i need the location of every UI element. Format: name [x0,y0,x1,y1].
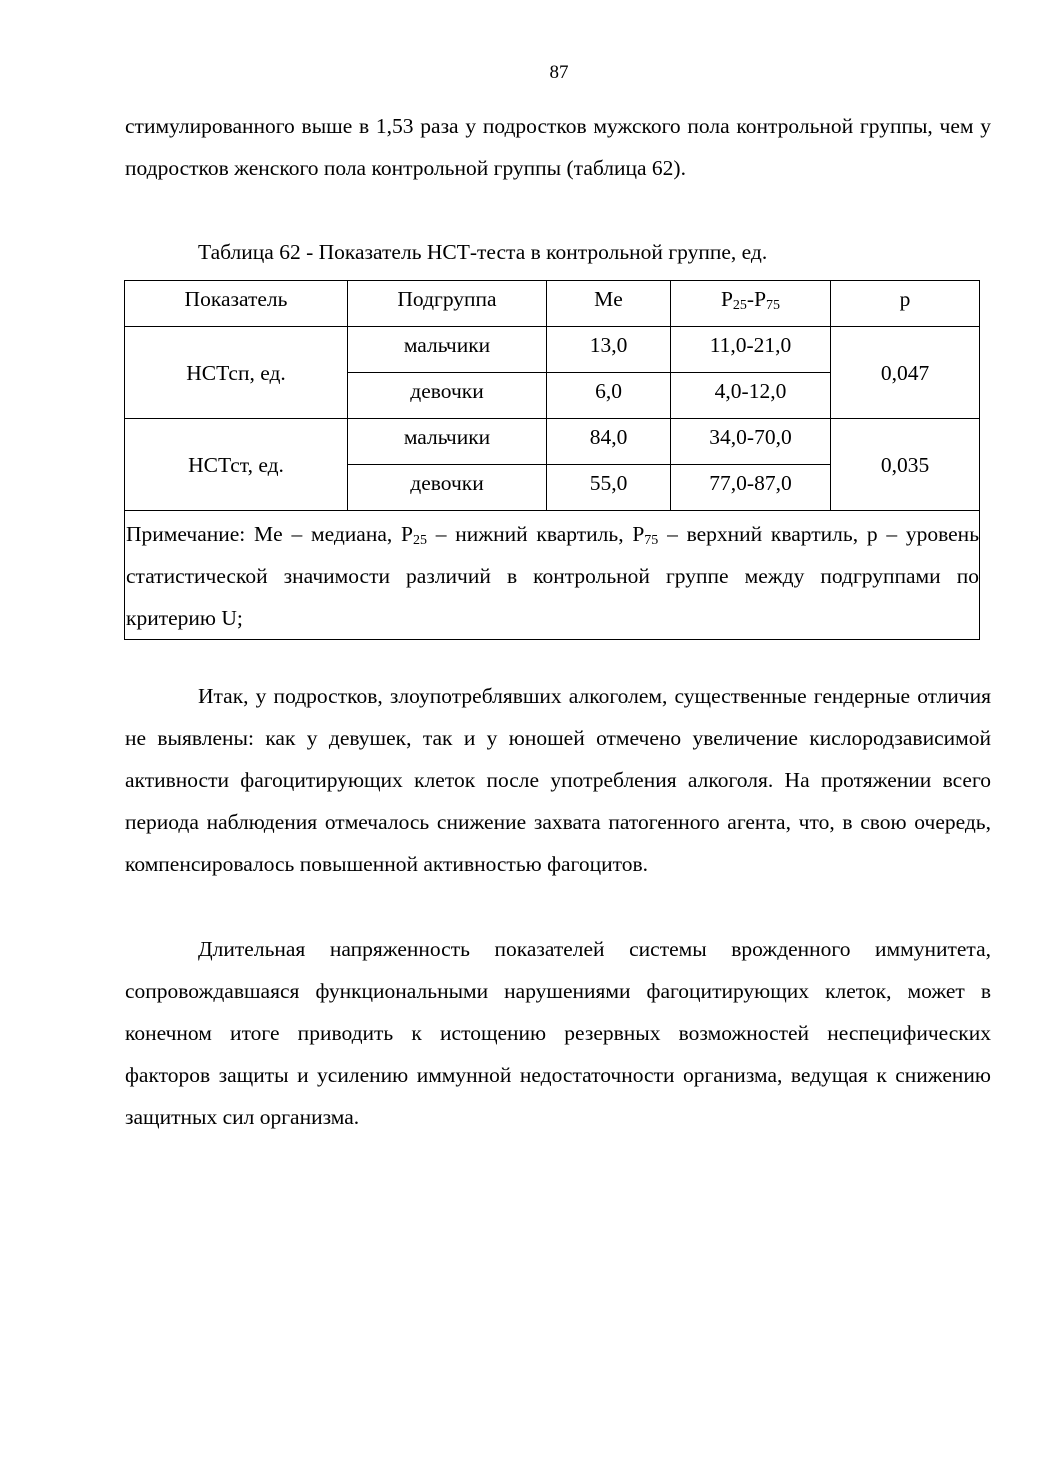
table-note: Примечание: Me – медиана, $P_{25}$ – нижний квартиль, $P_{75}$ – верхний квартиль, p – уровень статистической значимости различий в контрольной группе между подгруппами по критерию U; [125,511,980,640]
me-cell: 13,0 [547,327,671,373]
table-row [125,419,980,465]
page-number: 87 [549,62,569,83]
body-paragraph-1: Итак, у подростков, злоупотреблявших алкоголем, существенные гендерные отличия не выявлены: как у девушек, так и у юношей отмечено увеличение кислородзависимой активности фагоцитирующих клеток после употребления алкоголя. На протяжении всего периода наблюдения отмечалось снижение захвата патогенного агента, что, в свою очередь, компенсировалось повышенной активностью фагоцитов. [125,684,991,876]
header-indicator: Показатель [125,281,348,327]
me-cell: 6,0 [547,373,671,419]
subgroup-cell: мальчики [348,327,547,373]
p-value-cell: 0,035 [831,419,980,511]
subgroup-cell: девочки [348,373,547,419]
indicator-cell: НСТсп, ед. [125,327,348,419]
me-cell: 84,0 [547,419,671,465]
p-value-cell: 0,047 [831,327,980,419]
header-quartiles: $P_{25}-P_{75}$ [671,281,831,327]
header-me: Me [547,281,671,327]
subgroup-cell: девочки [348,465,547,511]
range-cell: 4,0-12,0 [671,373,831,419]
intro-paragraph: стимулированного выше в 1,53 раза у подростков мужского пола контрольной группы, чем у подростков женского пола контрольной группы (таблица 62). [125,114,991,180]
header-subgroup: Подгруппа [348,281,547,327]
indicator-cell: НСТст, ед. [125,419,348,511]
range-cell: 11,0-21,0 [671,327,831,373]
table-row [125,327,980,373]
range-cell: 77,0-87,0 [671,465,831,511]
range-cell: 34,0-70,0 [671,419,831,465]
header-p: p [831,281,980,327]
table-caption: Таблица 62 - Показатель НСТ-теста в контрольной группе, ед. [198,240,768,264]
table-header-row [125,281,980,327]
table-note-row [125,511,980,640]
me-cell: 55,0 [547,465,671,511]
results-table [124,280,980,640]
body-paragraph-2: Длительная напряженность показателей системы врожденного иммунитета, сопровождавшаяся функциональными нарушениями фагоцитирующих клеток, может в конечном итоге приводить к истощению резервных возможностей неспецифических факторов защиты и усилению иммунной недостаточности организма, ведущая к снижению защитных сил организма. [125,937,991,1129]
subgroup-cell: мальчики [348,419,547,465]
